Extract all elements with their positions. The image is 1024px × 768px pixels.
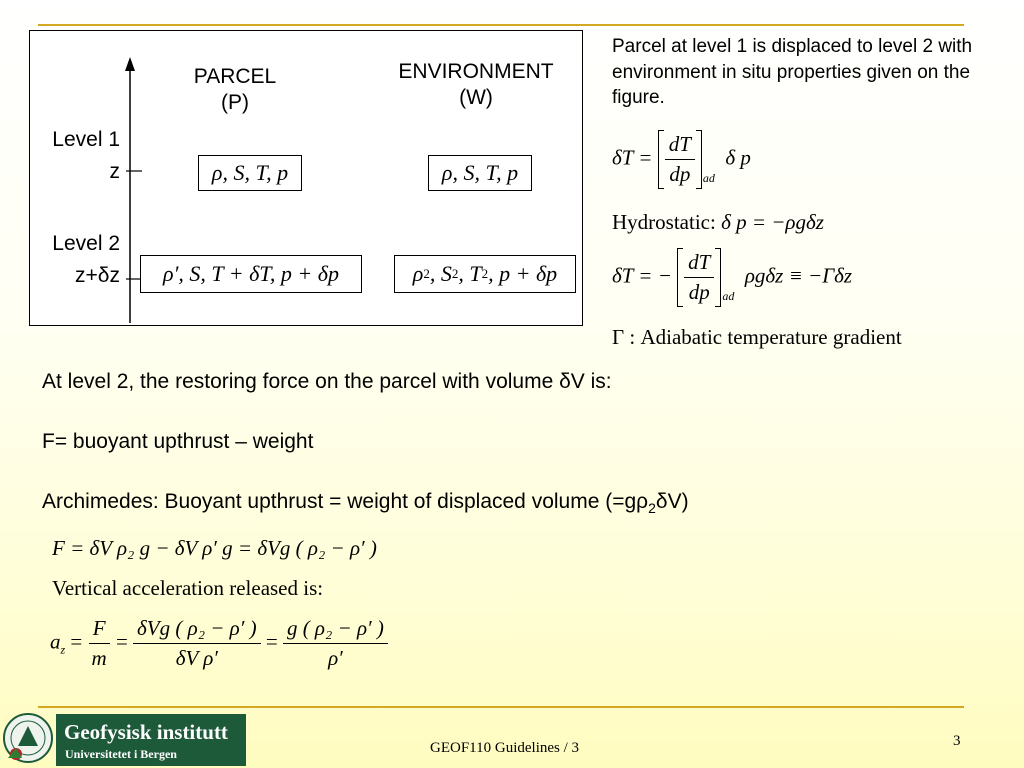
z-label: z bbox=[109, 160, 120, 183]
acceleration-equation: $a_z$ = $\frac{F}{m}$ = $\frac{\text{δVg ( ρ₂ − ρ′ )}}{\text{δV ρ′}}$ = $\frac{\text{g ( ρ₂ − ρ′ )}}{\rho'}$ bbox=[50, 616, 388, 671]
bottom-rule bbox=[38, 706, 964, 708]
acceleration-label: Vertical acceleration released is: bbox=[52, 576, 324, 600]
z-plus-dz-label: z+δz bbox=[75, 264, 120, 287]
parcel-title: PARCEL (P) bbox=[193, 65, 277, 114]
footer-title: GEOF110 Guidelines / 3 bbox=[430, 740, 580, 756]
environment-title: ENVIRONMENT (W) bbox=[398, 60, 554, 109]
logo-band: Geofysisk institutt Universitetet i Bergen bbox=[56, 714, 246, 766]
adiabatic-eq-2: δT = − $\frac{dT}{dp}$ $_{ad}$ ρgδz ≡ −Γδz bbox=[612, 248, 852, 307]
environment-level-1-box: ρ, S, T, p bbox=[428, 155, 532, 191]
level-1-label: Level 1 bbox=[52, 128, 120, 151]
top-rule bbox=[38, 24, 964, 26]
parcel-diagram bbox=[29, 30, 583, 326]
force-definition-text: F= buoyant upthrust – weight bbox=[42, 430, 314, 453]
gamma-definition: Γ : Adiabatic temperature gradient bbox=[612, 325, 902, 349]
hydrostatic-eq: Hydrostatic: δ p = −ρgδz bbox=[612, 210, 824, 234]
adiabatic-eq-1: δT = $\frac{dT}{dp}$ $_{ad}$ δ p bbox=[612, 130, 751, 189]
environment-level-2-box: ρ 2 , S 2 , T 2 , p + δp bbox=[394, 255, 576, 293]
restoring-force-text: At level 2, the restoring force on the parcel with volume δV is: bbox=[42, 370, 612, 393]
archimedes-text: Archimedes: Buoyant upthrust = weight of displaced volume $(=g\rho_2\delta V)$ bbox=[42, 490, 689, 517]
university-seal-icon bbox=[2, 712, 54, 764]
level-2-label: Level 2 bbox=[52, 232, 120, 255]
displacement-note: Parcel at level 1 is displaced to level 2 with environment in situ properties given on the figure. bbox=[612, 36, 973, 109]
page-number: 3 bbox=[953, 733, 961, 749]
institute-logo bbox=[0, 710, 246, 768]
parcel-level-1-box: ρ, S, T, p bbox=[198, 155, 302, 191]
parcel-level-2-box: ρ′, S, T + δT, p + δp bbox=[140, 255, 362, 293]
axis-arrow bbox=[125, 57, 135, 71]
force-equation: F = δV ρ₂ g − δV ρ′ g = δVg ( ρ₂ − ρ′ ) bbox=[52, 536, 377, 560]
